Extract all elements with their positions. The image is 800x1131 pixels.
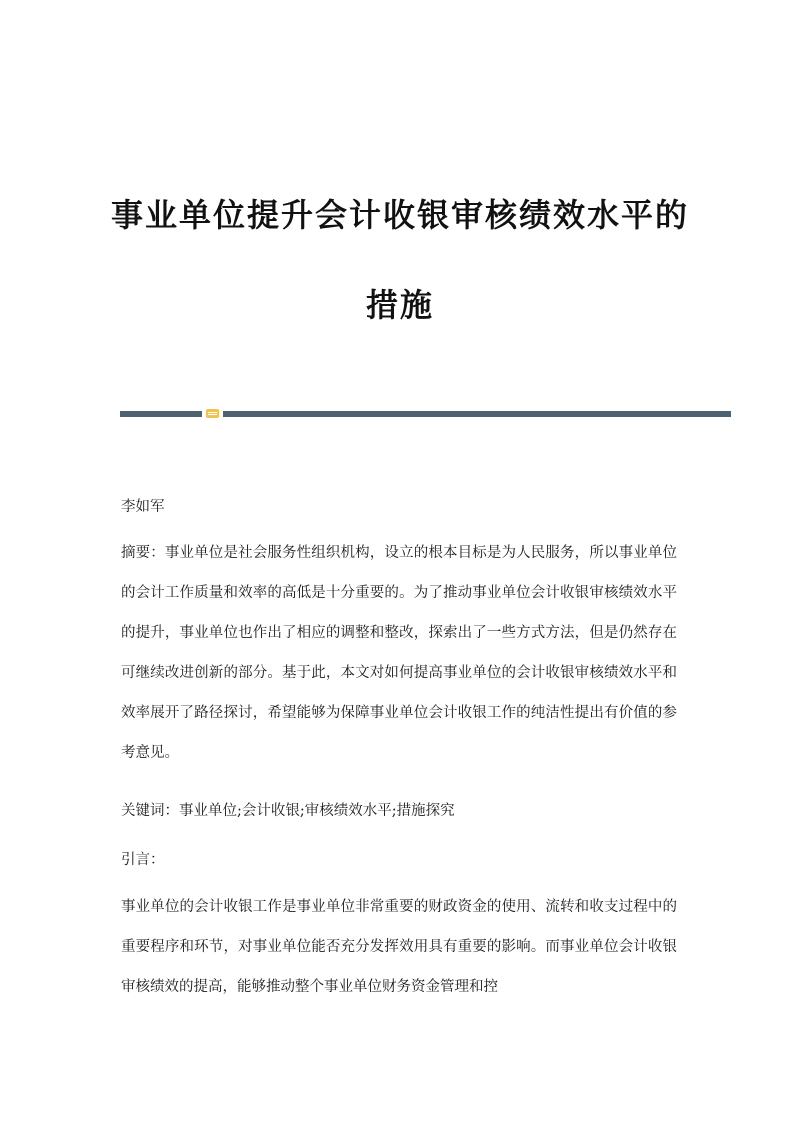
divider-badge-icon bbox=[206, 409, 219, 418]
document-title-line-1: 事业单位提升会计收银审核绩效水平的 bbox=[110, 196, 689, 234]
title-divider bbox=[120, 408, 731, 418]
intro-paragraph: 事业单位的会计收银工作是事业单位非常重要的财政资金的使用、流转和收支过程中的重要程序和环节，对事业单位能否充分发挥效用具有重要的影响。而事业单位会计收银审核绩效的提高，能够推动整个事业单位财务资金管理和控 bbox=[121, 899, 677, 995]
intro-heading: 引言： bbox=[121, 852, 165, 868]
keywords-line: 关键词：事业单位;会计收银;审核绩效水平;措施探究 bbox=[121, 803, 455, 819]
document-title-line-2: 措施 bbox=[365, 286, 434, 324]
divider-bar-left bbox=[120, 411, 202, 417]
author-name: 李如军 bbox=[121, 499, 165, 515]
divider-bar-right bbox=[223, 411, 731, 417]
abstract-paragraph: 摘要：事业单位是社会服务性组织机构，设立的根本目标是为人民服务，所以事业单位的会计工作质量和效率的高低是十分重要的。为了推动事业单位会计收银审核绩效水平的提升，事业单位也作出了相应的调整和整改，探索出了一些方式方法，但是仍然存在可继续改进创新的部分。基于此，本文对如何提高事业单位的会计收银审核绩效水平和效率展开了路径探讨，希望能够为保障事业单位会计收银工作的纯洁性提出有价值的参考意见。 bbox=[121, 545, 677, 761]
